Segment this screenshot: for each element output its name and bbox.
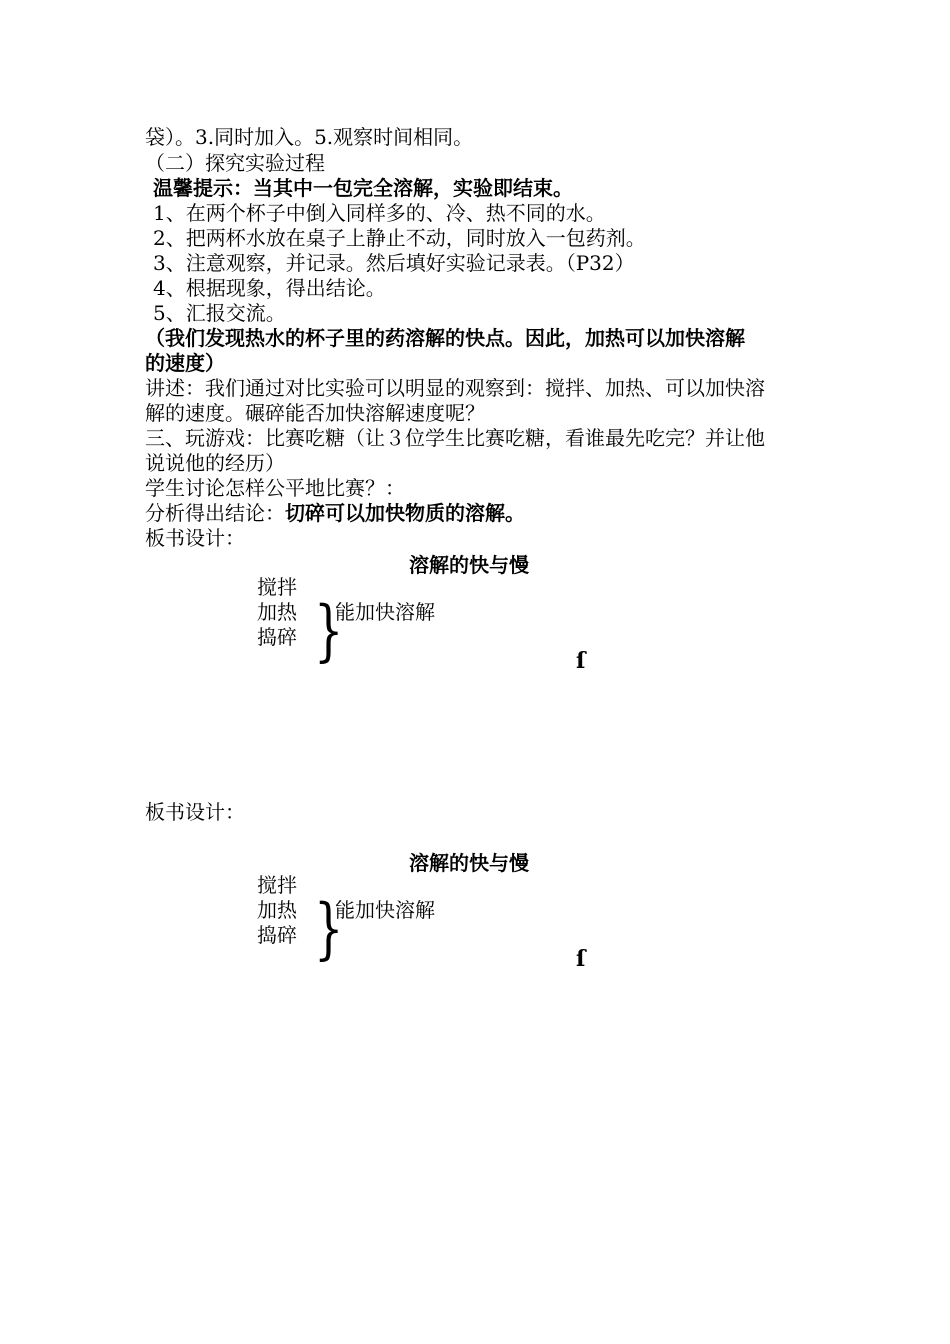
step-3: 3、注意观察，并记录。然后填好实验记录表。（P32）	[153, 251, 635, 275]
board-result-1: 能加快溶解	[335, 600, 435, 624]
board-item-1-heat: 加热	[257, 600, 297, 624]
board-item-1-stir: 搅拌	[257, 575, 297, 599]
board-heading-1: 板书设计：	[145, 526, 245, 550]
finding-line-2: 的速度）	[145, 351, 225, 375]
board-title-2: 溶解的快与慢	[409, 851, 529, 875]
board-item-2-crush: 捣碎	[257, 923, 297, 947]
board-heading-2: 板书设计：	[145, 800, 245, 824]
section-heading: （二）探究实验过程	[145, 151, 325, 175]
game-line-1: 三、玩游戏：比赛吃糖（让３位学生比赛吃糖，看谁最先吃完？并让他	[145, 426, 765, 450]
text-line-1: 袋）。3.同时加入。5.观察时间相同。	[145, 125, 474, 149]
conclusion-label: 分析得出结论：	[145, 501, 285, 525]
board-brace-2: }	[314, 890, 344, 967]
board-item-2-stir: 搅拌	[257, 873, 297, 897]
board-item-1-crush: 捣碎	[257, 625, 297, 649]
step-4: 4、根据现象，得出结论。	[153, 276, 386, 300]
step-5: 5、汇报交流。	[153, 301, 286, 325]
board-title-1: 溶解的快与慢	[409, 553, 529, 577]
conclusion-line	[145, 500, 525, 526]
game-line-2: 说说他的经历）	[145, 451, 285, 475]
board-mark-1: ſ	[576, 648, 586, 674]
discussion-line: 学生讨论怎样公平地比赛？：	[145, 476, 405, 500]
narration-line-1: 讲述：我们通过对比实验可以明显的观察到：搅拌、加热、可以加快溶	[145, 376, 765, 400]
step-2: 2、把两杯水放在桌子上静止不动，同时放入一包药剂。	[153, 226, 646, 250]
tip-line: 温馨提示：当其中一包完全溶解，实验即结束。	[153, 176, 573, 200]
board-mark-2: ſ	[576, 946, 586, 972]
board-item-2-heat: 加热	[257, 898, 297, 922]
board-result-2: 能加快溶解	[335, 898, 435, 922]
step-1: 1、在两个杯子中倒入同样多的、冷、热不同的水。	[153, 201, 606, 225]
finding-line-1: （我们发现热水的杯子里的药溶解的快点。因此，加热可以加快溶解	[145, 326, 745, 350]
narration-line-2: 解的速度。碾碎能否加快溶解速度呢？	[145, 401, 485, 425]
board-brace-1: }	[314, 592, 344, 669]
conclusion-text: 切碎可以加快物质的溶解。	[285, 501, 525, 525]
